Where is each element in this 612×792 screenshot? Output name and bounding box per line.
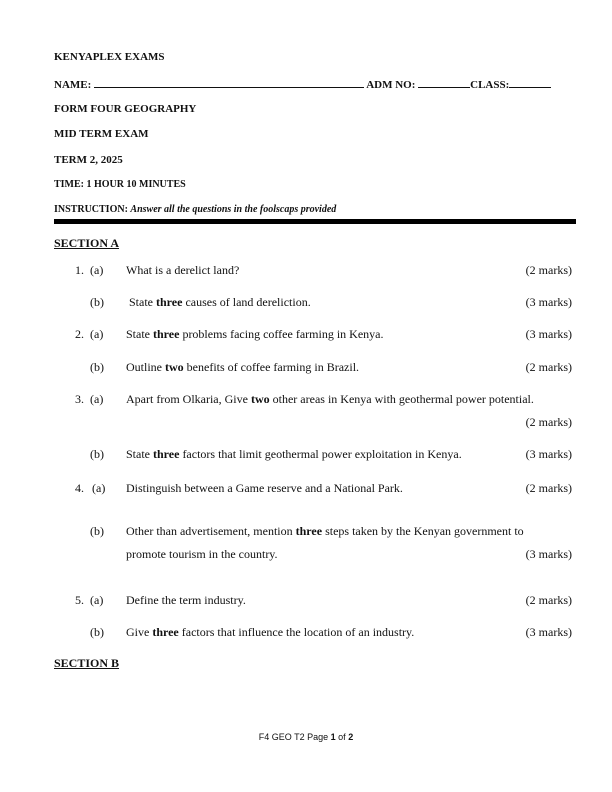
question-part: (a)	[90, 593, 104, 607]
class-blank	[509, 77, 551, 88]
question-marks: (3 marks)	[525, 327, 572, 341]
question-text: Distinguish between a Game reserve and a National Park.	[126, 481, 403, 495]
question-number: 5.	[75, 593, 84, 607]
question-text: Define the term industry.	[126, 593, 246, 607]
header-divider	[54, 219, 576, 224]
question-part: (a)	[90, 392, 104, 406]
question-marks: (3 marks)	[525, 447, 572, 461]
time-allowed: TIME: 1 HOUR 10 MINUTES	[54, 179, 186, 190]
question-number: 2.	[75, 327, 84, 341]
question-marks: (3 marks)	[525, 625, 572, 639]
question-text: State three causes of land dereliction.	[129, 295, 311, 309]
question-text: State three problems facing coffee farming in Kenya.	[126, 327, 384, 341]
question-part: (b)	[90, 524, 104, 538]
question-text: What is a derelict land?	[126, 263, 240, 277]
adm-blank	[418, 77, 470, 88]
question-text: Outline two benefits of coffee farming in Brazil.	[126, 360, 360, 374]
question-part: (b)	[90, 360, 104, 374]
question-text: Apart from Olkaria, Give two other areas in Kenya with geothermal power potential.	[126, 392, 534, 406]
question-text: Other than advertisement, mention three steps taken by the Kenyan government to	[126, 524, 524, 538]
instruction	[54, 204, 336, 215]
name-blank	[94, 77, 364, 88]
question-marks: (3 marks)	[525, 547, 572, 561]
section-a-heading: SECTION A	[54, 236, 120, 250]
section-b-heading: SECTION B	[54, 656, 120, 670]
name-row	[54, 77, 551, 91]
term-title: TERM 2, 2025	[54, 154, 123, 166]
instruction-label: INSTRUCTION:	[54, 204, 128, 215]
instruction-text: Answer all the questions in the foolscaps provided	[130, 204, 337, 215]
question-text-continued: promote tourism in the country.	[126, 547, 278, 561]
question-part: (a)	[90, 263, 104, 277]
question-part: (b)	[90, 295, 104, 309]
question-number: 1.	[75, 263, 84, 277]
name-label: NAME:	[54, 79, 92, 91]
adm-label: ADM NO:	[366, 79, 416, 91]
question-marks: (3 marks)	[525, 295, 572, 309]
page-footer: F4 GEO T2 Page 1 of 2	[258, 732, 354, 742]
question-number: 4.	[75, 481, 84, 495]
question-marks: (2 marks)	[525, 263, 572, 277]
question-marks: (2 marks)	[525, 593, 572, 607]
question-marks: (2 marks)	[525, 415, 572, 429]
school-name: KENYAPLEX EXAMS	[54, 51, 165, 63]
question-part: (b)	[90, 625, 104, 639]
question-number: 3.	[75, 392, 84, 406]
question-text: Give three factors that influence the location of an industry.	[126, 625, 415, 639]
question-part: (a)	[92, 481, 106, 495]
question-text: State three factors that limit geothermal power exploitation in Kenya.	[126, 447, 462, 461]
question-part: (b)	[90, 447, 104, 461]
question-marks: (2 marks)	[525, 360, 572, 374]
question-part: (a)	[90, 327, 104, 341]
subject-title: FORM FOUR GEOGRAPHY	[54, 103, 197, 115]
question-marks: (2 marks)	[525, 481, 572, 495]
class-label: CLASS:	[470, 79, 510, 91]
exam-title: MID TERM EXAM	[54, 128, 149, 140]
